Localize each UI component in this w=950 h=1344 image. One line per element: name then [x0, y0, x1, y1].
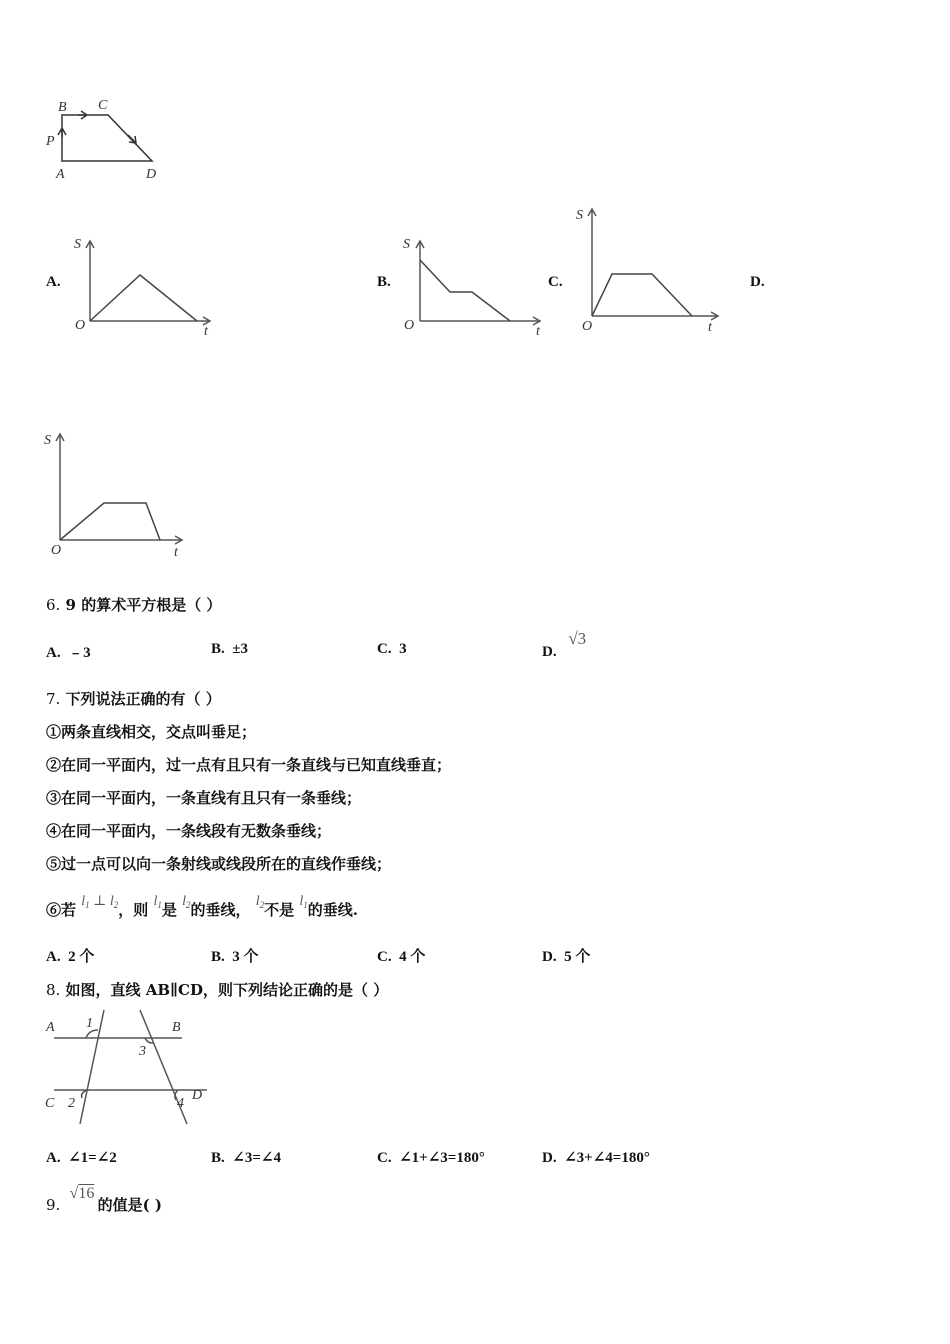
- graph-b-x-label: t: [536, 324, 540, 339]
- question-6-number: 6.: [46, 596, 61, 614]
- graph-c-origin: O: [582, 319, 593, 334]
- q8-option-d[interactable]: D. ∠3+∠4=180°: [542, 1150, 650, 1166]
- label-b: B: [172, 1020, 181, 1035]
- question-8-number: 8.: [46, 981, 61, 999]
- graph-d-y-label: S: [44, 433, 51, 448]
- graph-a-origin: O: [75, 318, 86, 333]
- graph-d: [42, 425, 192, 565]
- q6-option-b[interactable]: B. ±3: [211, 641, 248, 657]
- statement-5: ⑤过一点可以向一条射线或线段所在的直线作垂线；: [46, 855, 392, 873]
- statement-6: ⑥若 $l_1$ ⊥ $l_2$，则 $l_1$是 $l_2$的垂线， $l_2$不是 $l_1$的垂线.: [46, 894, 358, 919]
- question-7-text: 下列说法正确的有（ ）: [65, 690, 221, 708]
- statement-3: ③在同一平面内，一条直线有且只有一条垂线；: [46, 789, 362, 807]
- sqrt-three: √3: [568, 629, 587, 648]
- graph-b: [400, 232, 550, 342]
- graph-d-origin: O: [51, 543, 62, 558]
- q8-option-b[interactable]: B. ∠3=∠4: [211, 1150, 281, 1166]
- question-8-text: 如图，直线 AB∥CD，则下列结论正确的是（ ）: [65, 981, 389, 999]
- q5-option-b[interactable]: B.: [377, 274, 391, 290]
- vertex-label-d: D: [146, 167, 157, 182]
- vertex-label-b: B: [58, 100, 67, 115]
- question-6: [46, 594, 221, 615]
- question-9-number: 9.: [46, 1196, 61, 1214]
- q7-option-a[interactable]: A. 2 个: [46, 949, 95, 965]
- q6-option-c[interactable]: C. 3: [377, 641, 407, 657]
- graph-d-x-label: t: [174, 545, 178, 560]
- label-d: D: [192, 1088, 203, 1103]
- q5-option-a[interactable]: A.: [46, 274, 61, 290]
- angle-label-1: 1: [86, 1016, 93, 1031]
- q7-option-d[interactable]: D. 5 个: [542, 949, 591, 965]
- point-label-p: P: [46, 134, 55, 149]
- q8-option-c[interactable]: C. ∠1+∠3=180°: [377, 1150, 485, 1166]
- q5-option-c[interactable]: C.: [548, 274, 563, 290]
- q5-option-d[interactable]: D.: [750, 274, 765, 290]
- label-c: C: [45, 1096, 55, 1111]
- vertex-label-a: A: [56, 167, 65, 182]
- question-9: [46, 1185, 162, 1215]
- question-7-number: 7.: [46, 690, 61, 708]
- trapezoid-figure: [40, 95, 170, 190]
- graph-b-y-label: S: [403, 237, 410, 252]
- sqrt-sixteen: √16: [69, 1185, 95, 1202]
- graph-c-x-label: t: [708, 320, 712, 335]
- question-8: [46, 979, 388, 1000]
- q8-option-a[interactable]: A. ∠1=∠2: [46, 1150, 117, 1166]
- graph-c-y-label: S: [576, 208, 583, 223]
- angle-label-4: 4: [177, 1096, 184, 1111]
- question-7: [46, 688, 221, 709]
- q6-option-a[interactable]: A. ﹣3: [46, 645, 91, 661]
- angle-label-2: 2: [68, 1096, 75, 1111]
- vertex-label-c: C: [98, 98, 108, 113]
- question-9-text: 的值是( ): [97, 1196, 162, 1214]
- graph-a: [70, 232, 220, 342]
- graph-b-origin: O: [404, 318, 415, 333]
- graph-c: [572, 200, 732, 340]
- graph-a-x-label: t: [204, 324, 208, 339]
- q6-option-d[interactable]: D. √3: [542, 629, 587, 660]
- parallel-lines-figure: [42, 1008, 212, 1128]
- label-a: A: [46, 1020, 55, 1035]
- angle-label-3: 3: [139, 1044, 146, 1059]
- q7-option-c[interactable]: C. 4 个: [377, 949, 426, 965]
- statement-2: ②在同一平面内，过一点有且只有一条直线与已知直线垂直；: [46, 756, 452, 774]
- statement-1: ①两条直线相交，交点叫垂足；: [46, 723, 257, 741]
- q7-option-b[interactable]: B. 3 个: [211, 949, 259, 965]
- statement-4: ④在同一平面内，一条线段有无数条垂线；: [46, 822, 332, 840]
- question-6-text: 9 的算术平方根是（ ）: [65, 596, 222, 614]
- graph-a-y-label: S: [74, 237, 81, 252]
